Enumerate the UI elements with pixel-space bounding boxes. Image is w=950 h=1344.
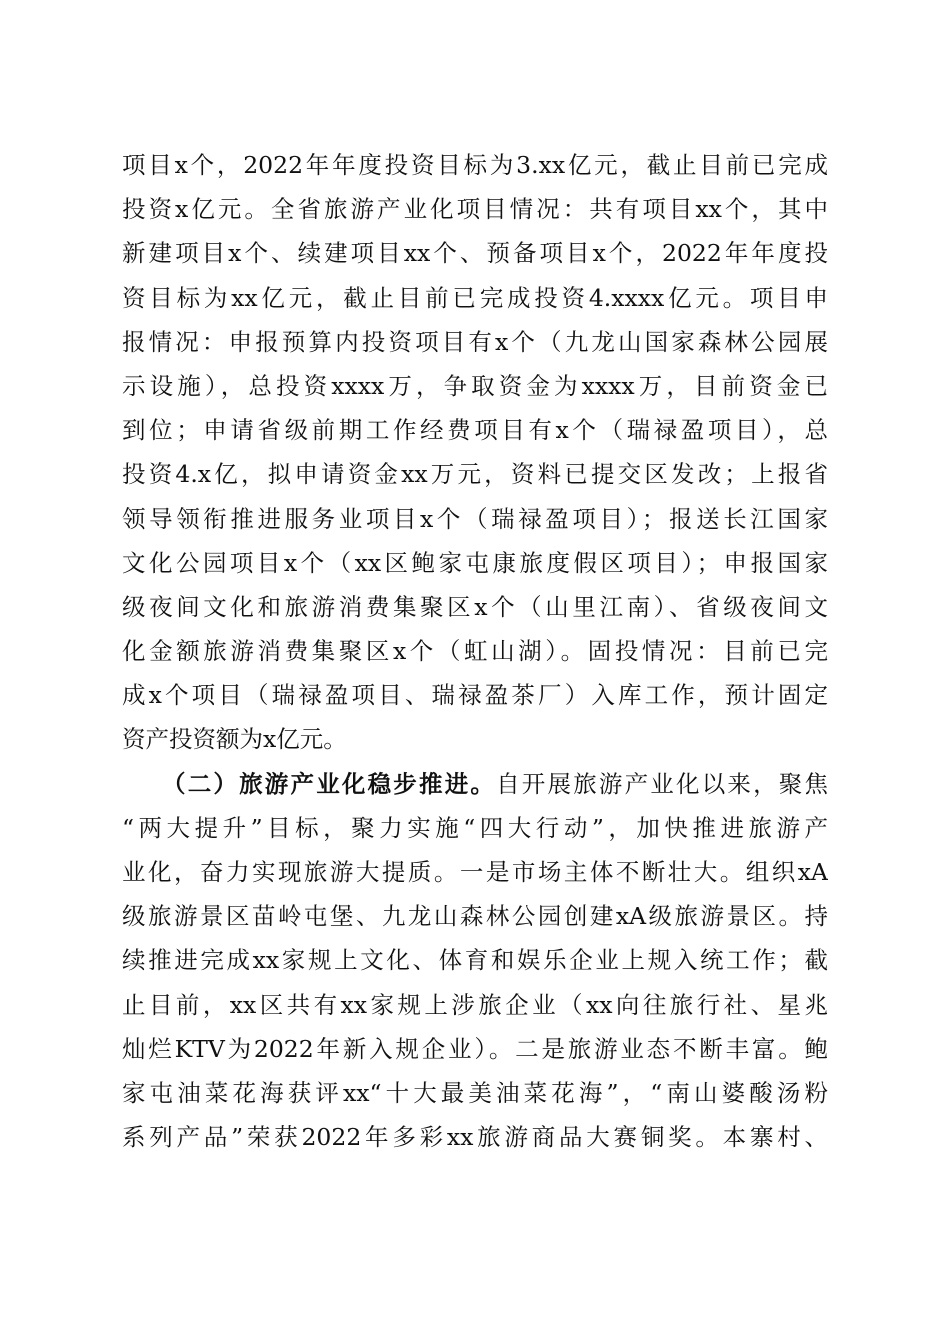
text-line: “两大提升”目标，聚力实施“四大行动”，加快推进旅游产 [122,813,828,842]
text-line: 成x个项目（瑞禄盈项目、瑞禄盈茶厂）入库工作，预计固定 [122,681,828,710]
text-line: 到位；申请省级前期工作经费项目有x个（瑞禄盈项目），总 [122,416,828,445]
section-heading: （二）旅游产业化稳步推进。 [162,769,497,798]
paragraph-tourism-industrialization [122,762,828,1160]
text-line-first [122,762,828,806]
text-line: 级旅游景区苗岭屯堡、九龙山森林公园创建xA级旅游景区。持 [122,902,828,931]
text-line: 化金额旅游消费集聚区x个（虹山湖）。固投情况：目前已完 [122,637,828,666]
text-line: 报情况：申报预算内投资项目有x个（九龙山国家森林公园展 [122,327,828,356]
text-line: 级夜间文化和旅游消费集聚区x个（山里江南）、省级夜间文 [122,592,828,621]
text-line: 文化公园项目x个（xx区鲍家屯康旅度假区项目）；申报国家 [122,548,828,577]
text-line: 资产投资额为x亿元。 [122,725,347,754]
text-line: 业化，奋力实现旅游大提质。一是市场主体不断壮大。组织xA [122,858,828,886]
text-line: 灿烂KTV为2022年新入规企业）。二是旅游业态不断丰富。鲍 [122,1034,828,1063]
text-line: 新建项目x个、续建项目xx个、预备项目x个，2022年年度投 [122,239,828,268]
text-line: 示设施），总投资xxxx万，争取资金为xxxx万，目前资金已 [122,371,828,400]
text-line: 领导领衔推进服务业项目x个（瑞禄盈项目）；报送长江国家 [122,504,828,533]
text-line: 止目前，xx区共有xx家规上涉旅企业（xx向往旅行社、星兆 [122,990,828,1019]
document-body [122,143,828,1159]
text-line: 系列产品”荣获2022年多彩xx旅游商品大赛铜奖。本寨村、 [122,1123,828,1152]
text-line: 家屯油菜花海获评xx“十大最美油菜花海”，“南山婆酸汤粉 [122,1078,828,1107]
paragraph-investment [122,143,828,762]
text-line: 续推进完成xx家规上文化、体育和娱乐企业上规入统工作；截 [122,946,828,975]
text-line: 投资x亿元。全省旅游产业化项目情况：共有项目xx个，其中 [122,195,828,224]
text-line: 项目x个，2022年年度投资目标为3.xx亿元，截止目前已完成 [122,151,828,179]
text-line: 投资4.x亿，拟申请资金xx万元，资料已提交区发改；上报省 [122,460,828,489]
heading-continuation: 自开展旅游产业化以来，聚焦 [496,769,828,798]
text-line: 资目标为xx亿元，截止目前已完成投资4.xxxx亿元。项目申 [122,283,828,312]
